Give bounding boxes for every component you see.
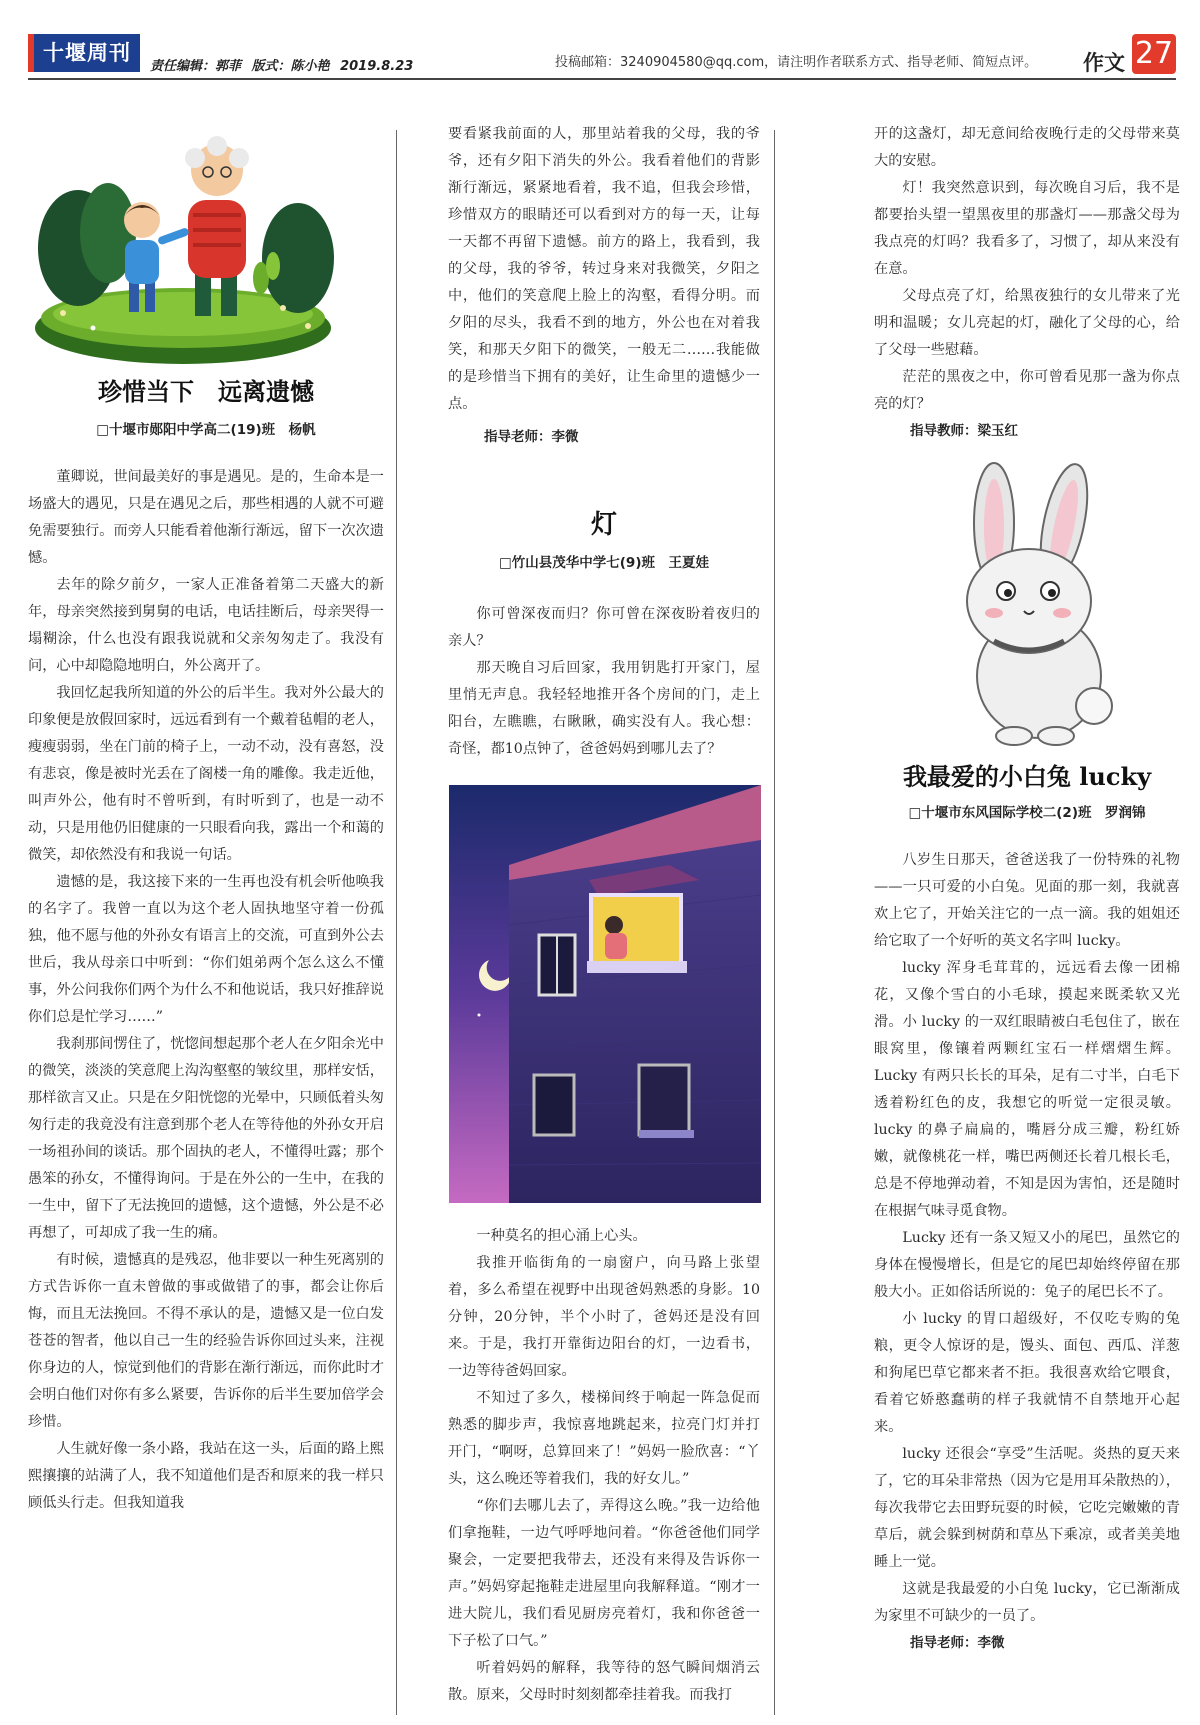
issue-date: 2019.8.23 — [340, 59, 414, 74]
paragraph: 我回忆起我所知道的外公的后半生。我对外公最大的印象便是放假回家时，远远看到有一个戴着毡帽的老人，瘦瘦弱弱，坐在门前的椅子上，一动不动，没有喜怒，没有悲哀，像是被时光丢在了阁楼一角的雕像。我走近他，叫声外公，他有时不曾听到，有时听到了，也是一动不动，只是用他仍旧健康的一只眼看向我，露出一个和蔼的微笑，却依然没有和我说一句话。 — [28, 685, 384, 863]
editor-name: 责任编辑：郭菲 — [150, 59, 242, 74]
paragraph: 你可曾深夜而归？你可曾在深夜盼着夜归的亲人？ — [448, 606, 760, 649]
article-3-advisor: 指导老师：李微 — [910, 1635, 1005, 1651]
paragraph: lucky 浑身毛茸茸的，远远看去像一团棉花，又像个雪白的小毛球，摸起来既柔软又光滑。小 lucky 的一双红眼睛被白毛包住了，嵌在眼窝里，像镶着两颗红宝石一样熠熠生辉。Lucky 有两只长长的耳朵，足有二寸半，白毛下透着粉红色的皮，我想它的听觉一定很灵敏。lucky 的鼻子扁扁的，嘴唇分成三瓣，粉红娇嫩，就像桃花一样，嘴巴两侧还长着几根长毛，总是不停地弹动着，不知是因为害怕，还是随时在根据气味寻觅食物。 — [874, 960, 1180, 1219]
paragraph: 八岁生日那天，爸爸送我了一份特殊的礼物——一只可爱的小白兔。见面的那一刻，我就喜欢上它了，开始关注它的一点一滴。我的姐姐还给它取了一个好听的英文名字叫 lucky。 — [874, 852, 1180, 949]
section-title: 作文 — [1083, 50, 1125, 75]
paragraph: 有时候，遗憾真的是残忍，他非要以一种生死离别的方式告诉你一直未曾做的事或做错了的事，都会让你后悔，而且无法挽回。不得不承认的是，遗憾又是一位白发苍苍的智者，他以自己一生的经验告诉你回过头来，注视你身边的人，惊觉到他们的背影在渐行渐远，而你此时才会明白他们对你有多么紧要，告诉你的后半生要加倍学会珍惜。 — [28, 1252, 384, 1430]
article-1-title: 珍惜当下 远离遗憾 — [98, 377, 314, 406]
article-2-body-top — [448, 601, 760, 763]
paragraph: 董卿说，世间最美好的事是遇见。是的，生命本是一场盛大的遇见，只是在遇见之后，那些相遇的人就不可避免需要独行。而旁人只能看着他渐行渐远，留下一次次遗憾。 — [28, 469, 384, 566]
paragraph: 人生就好像一条小路，我站在这一头，后面的路上熙熙攘攘的站满了人，我不知道他们是否和原来的我一样只顾低头行走。但我知道我 — [28, 1441, 384, 1511]
article-3-byline: □十堰市东风国际学校二(2)班 罗润锦 — [908, 805, 1146, 821]
layout-name: 版式：陈小艳 — [251, 59, 330, 74]
paragraph: 遗憾的是，我这接下来的一生再也没有机会听他唤我的名字了。我曾一直以为这个老人固执地坚守着一份孤独，他不愿与他的外孙女有语言上的交流，可直到外公去世后，我从母亲口中听到：“你们姐弟两个怎么这么不懂事，外公问我你们两个为什么不和他说话，我只好推辞说你们总是忙学习……” — [28, 874, 384, 1025]
editor-info — [150, 55, 419, 74]
column-3 — [874, 121, 1180, 1657]
paragraph: 父母点亮了灯，给黑夜独行的女儿带来了光明和温暖；女儿亮起的灯，融化了父母的心，给了父母一些慰藉。 — [874, 288, 1180, 358]
article-2-advisor: 指导教师：梁玉红 — [910, 423, 1018, 439]
article-2-body-bottom — [448, 1223, 760, 1709]
paragraph: “你们去哪儿去了，弄得这么晚。”我一边给他们拿拖鞋，一边气呼呼地问着。“你爸爸他们同学聚会，一定要把我带去，还没有来得及告诉你一声。”妈妈穿起拖鞋走进屋里向我解释道。“刚才一进大院儿，我们看见厨房亮着灯，我和你爸爸一下子松了口气。” — [448, 1498, 760, 1649]
article-1-advisor: 指导老师：李微 — [484, 429, 579, 445]
article-1-byline: □十堰市郧阳中学高二(19)班 杨帆 — [96, 422, 316, 438]
grandpa-child-illustration — [33, 128, 384, 368]
column-divider — [774, 130, 775, 1715]
paragraph: 听着妈妈的解释，我等待的怒气瞬间烟消云散。原来，父母时时刻刻都牵挂着我。而我打 — [448, 1660, 760, 1703]
paragraph: 我推开临街角的一扇窗户，向马路上张望着，多么希望在视野中出现爸妈熟悉的身影。10分钟，20分钟，半个小时了，爸妈还是没有回来。于是，我打开靠街边阳台的灯，一边看书，一边等待爸妈回家。 — [448, 1255, 760, 1379]
column-divider — [396, 130, 397, 1715]
paragraph: 开的这盏灯，却无意间给夜晚行走的父母带来莫大的安慰。 — [874, 126, 1180, 169]
page-number: 27 — [1132, 34, 1176, 74]
article-3-body — [874, 847, 1180, 1630]
white-rabbit-illustration — [934, 461, 1180, 751]
paragraph: 这就是我最爱的小白兔 lucky，它已渐渐成为家里不可缺少的一员了。 — [874, 1581, 1180, 1624]
masthead-logo: 十堰周刊 — [28, 34, 140, 72]
paragraph: 茫茫的黑夜之中，你可曾看见那一盏为你点亮的灯？ — [874, 369, 1180, 412]
paragraph: 不知过了多久，楼梯间终于响起一阵急促而熟悉的脚步声，我惊喜地跳起来，拉亮门灯并打开门，“啊呀，总算回来了！”妈妈一脸欣喜：“丫头，这么晚还等着我们，我的好女儿。” — [448, 1390, 760, 1487]
paragraph: 一种莫名的担心涌上心头。 — [476, 1228, 647, 1244]
article-2-byline: □竹山县茂华中学七(9)班 王夏娃 — [499, 555, 709, 571]
paragraph: lucky 还很会“享受”生活呢。炎热的夏天来了，它的耳朵非常热（因为它是用耳朵散热的），每次我带它去田野玩耍的时候，它吃完嫩嫩的青草后，就会躲到树荫和草丛下乘凉，或者美美地睡上一觉。 — [874, 1446, 1180, 1570]
paragraph: 那天晚自习后回家，我用钥匙打开家门，屋里悄无声息。我轻轻地推开各个房间的门，走上阳台，左瞧瞧，右瞅瞅，确实没有人。我心想：奇怪，都10点钟了，爸爸妈妈到哪儿去了？ — [448, 660, 760, 757]
paragraph: 灯！我突然意识到，每次晚自习后，我不是都要抬头望一望黑夜里的那盏灯——那盏父母为我点亮的灯吗？我看多了，习惯了，却从来没有在意。 — [874, 180, 1180, 277]
article-2-title: 灯 — [590, 510, 617, 540]
night-window-illustration — [449, 785, 760, 1203]
article-3-title: 我最爱的小白兔 lucky — [902, 762, 1152, 791]
article-1-body — [28, 464, 384, 1517]
paragraph: 去年的除夕前夕，一家人正准备着第二天盛大的新年，母亲突然接到舅舅的电话，电话挂断后，母亲哭得一塌糊涂，什么也没有跟我说就和父亲匆匆走了。我没有问，心中却隐隐地明白，外公离开了。 — [28, 577, 384, 674]
column-1 — [28, 128, 384, 1517]
paragraph: Lucky 还有一条又短又小的尾巴，虽然它的身体在慢慢增长，但是它的尾巴却始终停留在那般大小。正如俗话所说的：兔子的尾巴长不了。 — [874, 1230, 1180, 1300]
submission-email: 投稿邮箱：3240904580@qq.com，请注明作者联系方式、指导老师、简短点评。 — [555, 55, 1038, 70]
paragraph: 要看紧我前面的人，那里站着我的父母，我的爷爷，还有夕阳下消失的外公。我看着他们的背影渐行渐远，紧紧地看着，我不追，但我会珍惜，珍惜双方的眼睛还可以看到对方的每一天，让每一天都不再留下遗憾。前方的路上，我看到，我的父母，我的爷爷，转过身来对我微笑，夕阳之中，他们的笑意爬上脸上的沟壑，看得分明。而夕阳的尽头，我看不到的地方，外公也在对着我笑，和那天夕阳下的微笑，一般无二……我能做的是珍惜当下拥有的美好，让生命里的遗憾少一点。 — [448, 126, 760, 412]
paragraph: 小 lucky 的胃口超级好，不仅吃专购的兔粮，更令人惊讶的是，馒头、面包、西瓜、洋葱和狗尾巴草它都来者不拒。我很喜欢给它喂食，看着它娇憨蠢萌的样子我就情不自禁地开心起来。 — [874, 1311, 1180, 1435]
column-2 — [448, 121, 760, 1709]
paragraph: 我刹那间愣住了，恍惚间想起那个老人在夕阳余光中的微笑，淡淡的笑意爬上沟沟壑壑的皱纹里，那样安恬，那样欲言又止。只是在夕阳恍惚的光晕中，只顾低着头匆匆行走的我竟没有注意到那个老人在等待他的外孙女开启一场祖孙间的谈话。那个固执的老人，不懂得吐露；那个愚笨的孙女，不懂得询问。于是在外公的一生中，在我的一生中，留下了无法挽回的遗憾，这个遗憾，外公是不必再想了，可却成了我一生的痛。 — [28, 1036, 384, 1241]
header-divider — [28, 78, 1176, 80]
